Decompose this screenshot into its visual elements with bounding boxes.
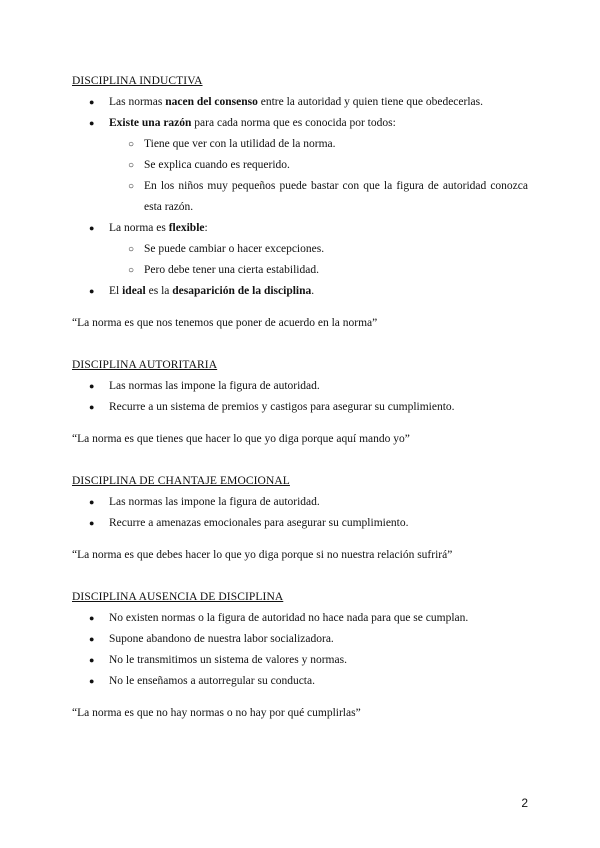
bullet-icon: ● [89,497,95,507]
sub-list-wrapper [72,134,528,218]
item-text: Recurre a amenazas emocionales para asegurar su cumplimiento. [109,517,409,529]
bullet-icon: ● [89,97,95,107]
sub-list-wrapper [72,239,528,281]
item-text: No le enseñamos a autorregular su conducta. [109,675,315,687]
section-heading: DISCIPLINA INDUCTIVA [72,75,203,87]
item-text: : [204,222,208,234]
item-text: Las normas las impone la figura de autoridad. [109,380,320,392]
item-text: para cada norma que es conocida por todos: [191,117,396,129]
list-item [72,397,528,418]
circle-bullet-icon: ○ [128,160,135,171]
item-text: Recurre a un sistema de premios y castigos para asegurar su cumplimiento. [109,401,455,413]
sub-list-item [72,239,528,260]
bullet-list [72,492,528,534]
spacer [72,564,528,588]
circle-bullet-icon: ○ [128,265,135,276]
list-item [72,650,528,671]
section-quote: “La norma es que no hay normas o no hay por qué cumplirlas” [72,707,361,719]
sub-item-text: Pero debe tener una cierta estabilidad. [144,264,319,276]
bold-text: nacen del consenso [165,96,258,108]
list-item [72,608,528,629]
bullet-list [72,608,528,692]
item-text: es la [145,285,173,297]
item-text: No le transmitimos un sistema de valores y normas. [109,654,347,666]
sub-list-item [72,134,528,155]
item-text: La norma es [109,222,169,234]
bold-text: Existe una razón [109,117,192,129]
circle-bullet-icon: ○ [128,181,135,192]
bullet-icon: ● [89,518,95,528]
bold-text: flexible [168,222,205,234]
section-heading: DISCIPLINA AUSENCIA DE DISCIPLINA [72,591,284,603]
sub-item-text: Tiene que ver con la utilidad de la norma. [144,138,336,150]
bullet-list [72,92,528,302]
list-item [72,513,528,534]
bullet-icon: ● [89,381,95,391]
sub-item-text: Se explica cuando es requerido. [144,159,290,171]
section-heading: DISCIPLINA AUTORITARIA [72,359,218,371]
page-number: 2 [521,796,528,810]
spacer [72,534,528,546]
bullet-icon: ● [89,118,95,128]
bold-text: ideal [122,285,146,297]
circle-bullet-icon: ○ [128,139,135,150]
circle-bullet-icon: ○ [128,244,135,255]
bullet-icon: ● [89,613,95,623]
section-quote: “La norma es que debes hacer lo que yo diga porque si no nuestra relación sufrirá” [72,549,453,561]
list-item [72,281,528,302]
bullet-icon: ● [89,223,95,233]
bullet-icon: ● [89,634,95,644]
item-text: . [311,285,315,297]
spacer [72,448,528,472]
document-page [72,72,528,722]
spacer [72,302,528,314]
bullet-icon: ● [89,286,95,296]
item-text: Las normas [109,96,166,108]
bold-text: desaparición de la disciplina [172,285,312,297]
bullet-icon: ● [89,676,95,686]
bullet-icon: ● [89,402,95,412]
section-quote: “La norma es que nos tenemos que poner de acuerdo en la norma” [72,317,378,329]
item-text: El [109,285,123,297]
list-item [72,376,528,397]
sub-list-item [72,260,528,281]
sub-bullet-list [72,239,528,281]
section-heading: DISCIPLINA DE CHANTAJE EMOCIONAL [72,475,290,487]
item-text: Las normas las impone la figura de autoridad. [109,496,320,508]
spacer [72,418,528,430]
list-item [72,218,528,281]
item-text: No existen normas o la figura de autoridad no hace nada para que se cumplan. [109,612,469,624]
sub-list-item [72,155,528,176]
sub-item-text: En los niños muy pequeños puede bastar con que la figura de autoridad conozca esta razón. [144,180,528,213]
list-item [72,92,528,113]
spacer [72,692,528,704]
spacer [72,332,528,356]
list-item [72,629,528,650]
sub-bullet-list [72,134,528,218]
bullet-icon: ● [89,655,95,665]
section-quote: “La norma es que tienes que hacer lo que yo diga porque aquí mando yo” [72,433,410,445]
list-item [72,492,528,513]
list-item [72,671,528,692]
bullet-list [72,376,528,418]
list-item [72,113,528,218]
item-text: entre la autoridad y quien tiene que obedecerlas. [257,96,483,108]
sub-item-text: Se puede cambiar o hacer excepciones. [144,243,325,255]
sub-list-item [72,176,528,218]
item-text: Supone abandono de nuestra labor socializadora. [109,633,334,645]
